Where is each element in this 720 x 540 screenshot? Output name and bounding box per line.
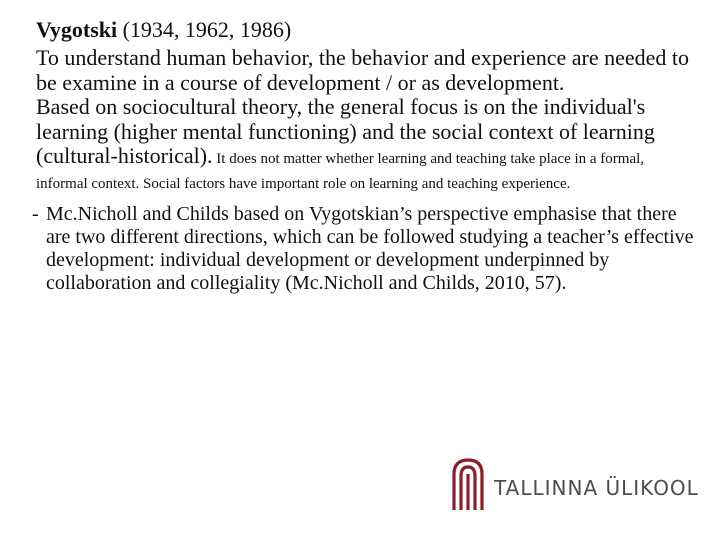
tallinn-university-emblem-icon xyxy=(448,456,488,516)
paragraph-sociocultural xyxy=(36,95,696,193)
bullet-item xyxy=(32,203,696,295)
slide-content xyxy=(32,16,696,295)
paragraph-development: To understand human behavior, the behavior and experience are needed to be examine in a course of development / or as development. xyxy=(36,45,690,95)
bullet-marker: - xyxy=(32,203,39,225)
heading-author: Vygotski xyxy=(36,17,118,42)
sociocultural-main-text: Based on sociocultural theory, the general focus is on the individual's learning (higher mental functioning) and the social context of learning (cultural-historical). xyxy=(36,94,655,168)
slide-heading xyxy=(36,16,696,44)
heading-years: (1934, 1962, 1986) xyxy=(117,17,292,42)
sociocultural-small-text: It does not matter whether learning and teaching take place in a formal, informal context. Social factors have important role on learning and teaching experience. xyxy=(36,151,645,192)
bullet-text: Mc.Nicholl and Childs based on Vygotskian’s perspective emphasise that there are two different directions, which can be followed studying a teacher’s effective development: individual development or development underpinned by collaboration and collegiality (Mc.Nicholl and Childs, 2010, 57). xyxy=(46,203,694,294)
bullet-line xyxy=(32,203,696,295)
logo-text: TALLINNA ÜLIKOOL xyxy=(494,476,699,500)
university-logo xyxy=(448,456,718,516)
